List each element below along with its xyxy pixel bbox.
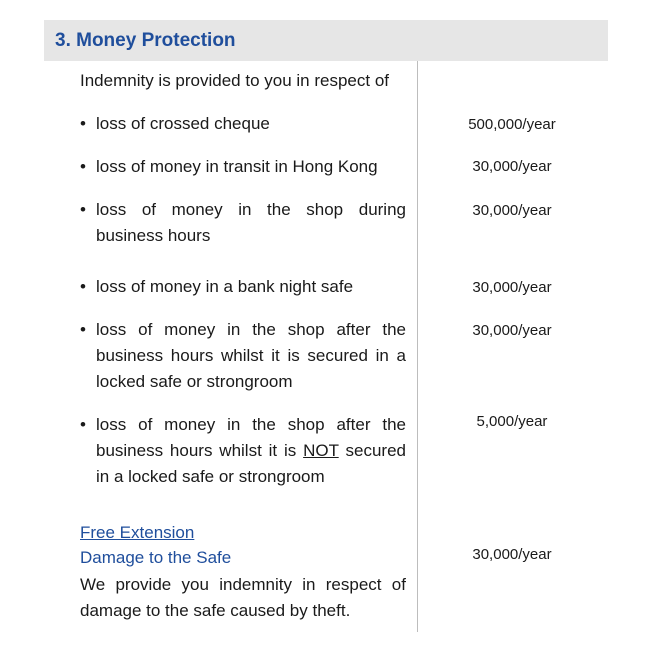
item-text-part: secured in a locked safe or strongroom	[96, 441, 407, 486]
extension-title: Damage to the Safe	[80, 548, 232, 567]
list-item	[80, 412, 406, 490]
bullet: •	[80, 157, 86, 176]
emphasis-not: NOT	[303, 441, 339, 460]
item-text-part: loss of money in the shop after the business hours whilst it is	[96, 415, 406, 460]
intro-text: Indemnity is provided to you in respect of	[80, 71, 389, 90]
bullet: •	[80, 200, 86, 219]
list-item	[80, 111, 406, 137]
item-text	[96, 412, 406, 490]
list-item	[80, 317, 406, 395]
item-text: loss of crossed cheque	[96, 114, 270, 133]
list-item	[80, 274, 406, 300]
item-amount: 500,000/year	[468, 116, 556, 133]
list-item	[80, 197, 406, 249]
item-text: loss of money in the shop during business hours	[96, 200, 406, 245]
item-amount: 30,000/year	[472, 279, 552, 296]
section-header	[44, 20, 608, 61]
bullet: •	[80, 415, 86, 434]
bullet: •	[80, 114, 86, 133]
bullet: •	[80, 320, 86, 339]
extension-description: We provide you indemnity in respect of damage to the safe caused by theft.	[80, 575, 406, 620]
item-amount: 30,000/year	[472, 202, 552, 219]
section-title: 3. Money Protection	[55, 30, 236, 51]
item-amount: 5,000/year	[476, 413, 548, 430]
item-amount: 30,000/year	[472, 322, 552, 339]
free-extension-link[interactable]: Free Extension	[80, 523, 195, 542]
list-item	[80, 154, 406, 180]
item-text: loss of money in a bank night safe	[96, 277, 354, 296]
item-text: loss of money in the shop after the business hours whilst it is secured in a locked safe or strongroom	[96, 320, 406, 391]
item-amount: 30,000/year	[472, 158, 552, 175]
bullet: •	[80, 277, 86, 296]
extension-amount: 30,000/year	[472, 546, 552, 563]
item-text: loss of money in transit in Hong Kong	[96, 157, 378, 176]
